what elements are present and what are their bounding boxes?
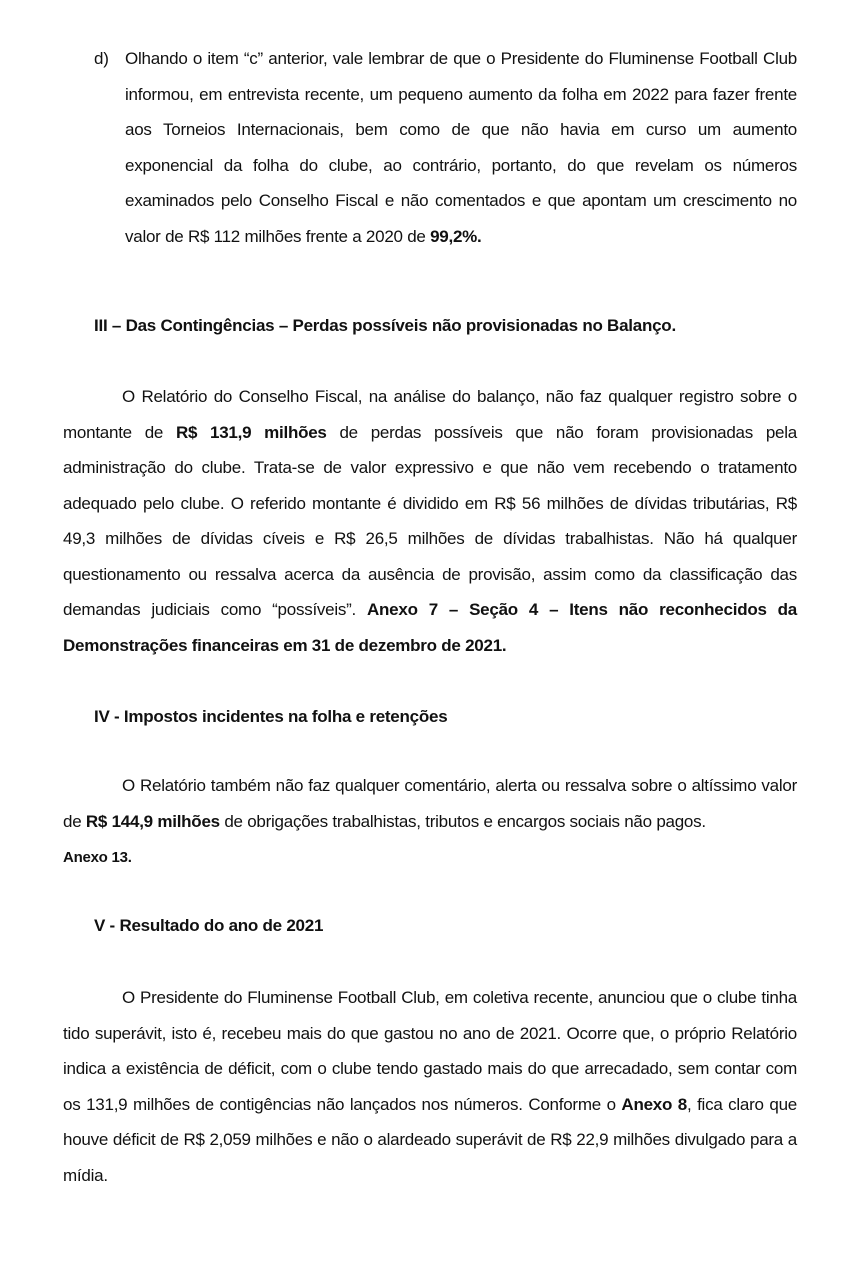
section-v-text-2: , fica claro que houve déficit de R$ 2,059 milhões e não o alardeado superávit de R$ 22,9 milhões divulgado para a mídia. [63,1094,797,1185]
list-item-d [94,41,797,254]
section-iii-text-1: O Relatório do Conselho Fiscal, na análise do balanço, não faz qualquer registro sobre o montante de [63,387,797,442]
item-d-bold-value: 99,2%. [430,226,482,246]
section-iii-text-2: de perdas possíveis que não foram provisionadas pela administração do clube. Trata-se de valor expressivo e que não vem recebendo o tratamento adequado pelo clube. O referido montante é dividido em R$ 56 milhões de dívidas tributárias, R$ 49,3 milhões de dívidas cíveis e R$ 26,5 milhões de dívidas trabalhistas. Não há qualquer questionamento ou ressalva acerca da ausência de provisão, assim como da classificação das demandas judiciais como “possíveis”. [63,422,797,619]
list-marker: d) [94,49,109,68]
section-iv-text-2: de obrigações trabalhistas, tributos e encargos sociais não pagos. [219,811,706,831]
section-iv-heading: IV - Impostos incidentes na folha e retenções [94,707,448,726]
section-iv-annex-reference: Anexo 13. [63,849,132,866]
section-iii-bold-amount: R$ 131,9 milhões [175,422,327,442]
section-iv-text-1: O Relatório também não faz qualquer comentário, alerta ou ressalva sobre o altíssimo valor de [63,776,797,831]
item-d-text: Olhando o item “c” anterior, vale lembrar de que o Presidente do Fluminense Football Club informou, em entrevista recente, um pequeno aumento da folha em 2022 para fazer frente aos Torneios Internacionais, bem como de que não havia em curso um aumento exponencial da folha do clube, ao contrário, portanto, do que revelam os números examinados pelo Conselho Fiscal e não comentados e que apontam um crescimento no valor de R$ 112 milhões frente a 2020 de [125,49,797,246]
section-iii-heading: III – Das Contingências – Perdas possíveis não provisionadas no Balanço. [94,316,676,335]
list-item-text [125,41,797,254]
section-v-text-1: O Presidente do Fluminense Football Club, em coletiva recente, anunciou que o clube tinha tido superávit, isto é, recebeu mais do que gastou no ano de 2021. Ocorre que, o próprio Relatório indica a existência de déficit, com o clube tendo gastado mais do que arrecadado, sem contar com os 131,9 milhões de contigências não lançados nos números. Conforme o [63,988,797,1114]
section-iii-paragraph [63,379,797,663]
section-iv-paragraph [63,768,797,876]
section-v-paragraph [63,980,797,1193]
section-iv-bold-amount: R$ 144,9 milhões [85,811,220,831]
section-iii-annex-reference: Anexo 7 – Seção 4 – Itens não reconhecidos da Demonstrações financeiras em 31 de dezembro de 2021. [63,600,797,655]
section-v-annex-reference: Anexo 8 [621,1094,687,1114]
section-v-heading: V - Resultado do ano de 2021 [94,916,324,935]
